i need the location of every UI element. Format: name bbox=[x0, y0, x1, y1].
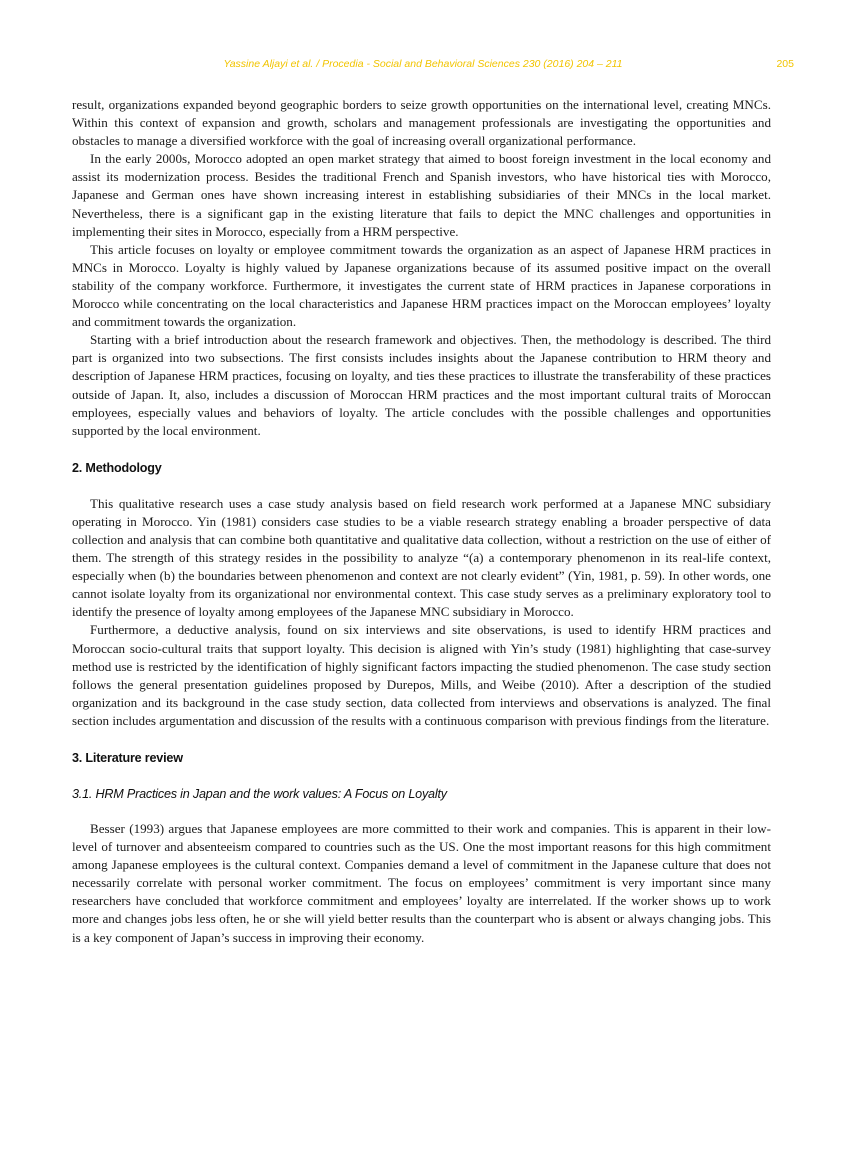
body-paragraph: In the early 2000s, Morocco adopted an open market strategy that aimed to boost foreign investment in the local economy and assist its modernization process. Besides the traditional French and Spanish investors, who have historical ties with Morocco, Japanese and German ones have shown increasing interest in establishing subsidiaries of their MNCs in the local market. Nevertheless, there is a significant gap in the existing literature that fails to depict the MNC challenges and opportunities in implementing their sites in Morocco, especially from a HRM perspective. bbox=[72, 151, 771, 239]
section-heading-literature-review: 3. Literature review bbox=[72, 751, 183, 765]
body-paragraph: result, organizations expanded beyond geographic borders to seize growth opportunities on the international level, creating MNCs. Within this context of expansion and growth, scholars and management professionals are investigating the opportunities and obstacles to manage a diversified workforce with the goal of increasing overall organizational performance. bbox=[72, 97, 771, 149]
body-paragraph: Besser (1993) argues that Japanese employees are more committed to their work and companies. This is apparent in their low-level of turnover and absenteeism compared to countries such as the US. One the most important reasons for this high commitment among Japanese employees is the cultural context. Companies demand a level of commitment in the Japanese culture that does not necessarily correlate with personal worker commitment. The focus on employees’ commitment is very important since many researchers have concluded that workforce commitment and employees’ loyalty are interrelated. If the worker shows up to work more and changes jobs less often, he or she will yield better results than the counterpart who is absent or always changing jobs. This is a key component of Japan’s success in improving their economy. bbox=[72, 821, 771, 945]
page-number: 205 bbox=[776, 58, 794, 70]
subsection-heading-hrm-practices: 3.1. HRM Practices in Japan and the work values: A Focus on Loyalty bbox=[72, 787, 447, 801]
running-header: Yassine Aljayi et al. / Procedia - Social and Behavioral Sciences 230 (2016) 204 – 211 bbox=[223, 58, 623, 70]
body-paragraph: This article focuses on loyalty or employee commitment towards the organization as an aspect of Japanese HRM practices in MNCs in Morocco. Loyalty is highly valued by Japanese organizations because of its assumed positive impact on the overall stability of the company workforce. Furthermore, it investigates the current state of HRM practices in Japanese corporations in Morocco while concentrating on the local characteristics and Japanese HRM practices impact on the Moroccan employees’ loyalty and commitment towards the organization. bbox=[72, 241, 771, 330]
body-paragraph: This qualitative research uses a case study analysis based on field research work performed at a Japanese MNC subsidiary operating in Morocco. Yin (1981) considers case studies to be a viable research strategy enabling a broader perspective of data collection and analysis that can combine both quantitative and qualitative data collection, without a restriction on the use of either of them. The strength of this strategy resides in the possibility to analyze “(a) a contemporary phenomenon in its real-life context, especially when (b) the boundaries between phenomenon and context are not clearly evident” (Yin, 1981, p. 59). In other words, one cannot isolate loyalty from its organizational nor environmental context. This case study serves as a preliminary exploratory tool to identify the presence of loyalty among employees of the Japanese MNC subsidiary in Morocco. bbox=[72, 495, 771, 620]
body-paragraph: Starting with a brief introduction about the research framework and objectives. Then, the methodology is described. The third part is organized into two subsections. The first consists includes insights about the Japanese contribution to HRM theory and description of Japanese HRM practices, focusing on loyalty, and ties these practices to illustrate the transferability of these practices outside of Japan. It, also, includes a discussion of Moroccan HRM practices and the most important cultural traits of Moroccan employees, especially values and behaviors of loyalty. The article concludes with the possible challenges and opportunities supported by the local environment. bbox=[72, 332, 771, 438]
body-paragraph: Furthermore, a deductive analysis, found on six interviews and site observations, is used to identify HRM practices and Moroccan socio-cultural traits that support loyalty. This decision is aligned with Yin’s study (1981) highlighting that case-survey method use is restricted by the identification of highly significant factors impacting the studied phenomenon. The case study section follows the general presentation guidelines proposed by Durepos, Mills, and Weibe (2010). After a description of the studied organization and its background in the case study section, data collected from interviews and observations is analyzed. The final section includes argumentation and discussion of the results with a continuous comparison with previous findings from the literature. bbox=[72, 622, 771, 728]
section-heading-methodology: 2. Methodology bbox=[72, 460, 162, 475]
article-body bbox=[72, 96, 771, 947]
